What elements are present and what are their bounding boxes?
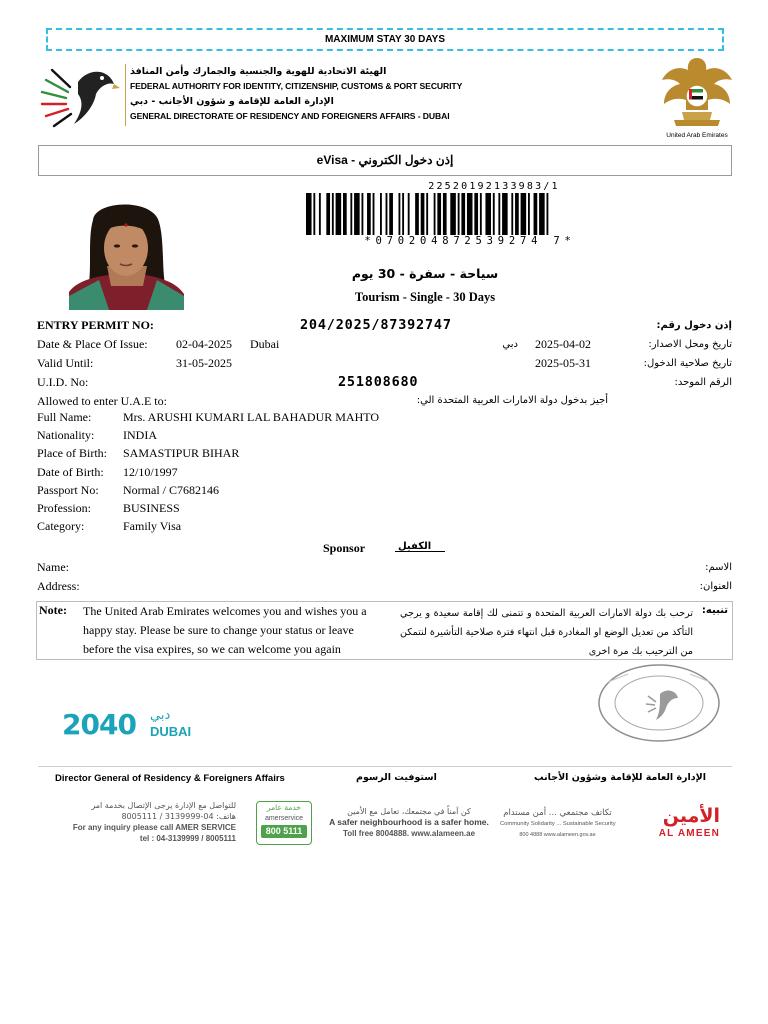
alameen-logo-ar: الأمين (662, 805, 720, 827)
director-general-title: Director General of Residency & Foreigners Affairs (55, 773, 285, 784)
official-stamp-icon (588, 662, 730, 744)
entry-permit-number: 204/2025/87392747 (300, 317, 452, 333)
barcode-bar (498, 193, 500, 235)
barcode-bar (326, 193, 330, 235)
fees-paid-ar: استوفيت الرسوم (356, 772, 437, 783)
barcode-bar (399, 193, 401, 235)
detail-label: Profession: (37, 501, 91, 515)
amer-contact-en: For any inquiry please call AMER SERVICE (72, 823, 236, 832)
barcode-bar (426, 193, 428, 235)
amer-phone-ar: هاتف: 04-3139999 / 8005111 (121, 812, 236, 821)
uid-number: 251808680 (338, 374, 419, 390)
detail-value: Family Visa (123, 519, 182, 533)
barcode-bar (389, 193, 393, 235)
alameen-tollfree: Toll free 8004888. www.alameen.ae (342, 829, 476, 838)
note-label: Note: (39, 603, 67, 617)
sponsor-name-label-ar: الاسم: (705, 562, 732, 573)
barcode-bar (332, 193, 334, 235)
logo-dubai-en: DUBAI (150, 724, 192, 739)
issue-place-ar: دبي (502, 339, 518, 350)
valid-until-date-ar: 2025-05-31 (535, 356, 591, 370)
emblem-label: United Arab Emirates (666, 132, 728, 139)
barcode-bar (415, 193, 419, 235)
detail-label: Place of Birth: (37, 446, 107, 460)
directorate-footer-ar: الإدارة العامة للإقامة وشؤون الأجانب (534, 772, 706, 783)
detail-value: Mrs. ARUSHI KUMARI LAL BAHADUR MAHTO (123, 410, 380, 424)
logo-2040-number: 2040 (62, 708, 136, 741)
note-label-ar: تنبيه: (701, 605, 728, 616)
barcode-bar (380, 193, 382, 235)
community-solidarity-ar: تكاتف مجتمعي ... أمن مستدام (503, 808, 612, 818)
barcode-bar (474, 193, 478, 235)
alameen-tagline-en: A safer neighbourhood is a safer home. (329, 817, 489, 827)
entry-permit-label: ENTRY PERMIT NO: (37, 318, 154, 332)
note-text-ar: ترحب بك دولة الامارات العربية المتحدة و تتمنى لك إقامة سعيدة و يرجي التأكد من تعديل الوضع او المغادرة قبل انتهاء فترة صلاحية التأشيرة لنتمكن من الترحيب بك مرة اخرى (400, 608, 693, 657)
amer-phone-en: tel : 04-3139999 / 8005111 (139, 834, 236, 843)
amer-badge-ar: خدمة عامر (267, 803, 301, 812)
barcode-bar (443, 193, 447, 235)
amer-contact (56, 800, 236, 844)
community-contact: 800 4888 www.alameen.gov.ae (519, 832, 596, 838)
footer-divider (38, 766, 732, 767)
uid-label-ar: الرقم الموحد: (674, 377, 732, 388)
barcode-bar (386, 193, 388, 235)
barcode-bar (408, 193, 410, 235)
directorate-name-ar: الإدارة العامة للإقامة و شؤون الأجانب - دبي (130, 96, 334, 107)
barcode-bar (515, 193, 519, 235)
detail-label: Date of Birth: (37, 465, 104, 479)
barcode-top-number: 22520192133983/1 (428, 181, 560, 192)
amer-service-badge (256, 801, 312, 845)
issue-date: 02-04-2025 (176, 337, 232, 351)
barcode-bar (458, 193, 460, 235)
detail-value: SAMASTIPUR BIHAR (123, 446, 240, 460)
barcode-bar (343, 193, 347, 235)
uid-label: U.I.D. No: (37, 375, 89, 389)
community-solidarity-en: Community Solidarity ... Sustainable Security (500, 821, 616, 827)
barcode-bar (434, 193, 436, 235)
alameen-tagline-ar: كن آمناً في مجتمعك، تعامل مع الأمين (347, 807, 471, 816)
barcode-bar (467, 193, 473, 235)
detail-value: BUSINESS (123, 501, 180, 515)
max-stay-banner: MAXIMUM STAY 30 DAYS (46, 28, 724, 51)
issue-date-ar: 2025-04-02 (535, 337, 591, 351)
authority-name-en: FEDERAL AUTHORITY FOR IDENTITY, CITIZENSHIP, CUSTOMS & PORT SECURITY (130, 81, 463, 91)
sponsor-underline (395, 551, 445, 552)
barcode-bar (319, 193, 321, 235)
alameen-tagline (326, 806, 492, 839)
allowed-label: Allowed to enter U.A.E to: (37, 394, 167, 408)
barcode-bar (539, 193, 545, 235)
authority-name-ar: الهيئة الاتحادية للهوية والجنسية والجمارك وأمن المنافذ (130, 66, 387, 77)
detail-label: Category: (37, 519, 85, 533)
issue-label: Date & Place Of Issue: (37, 337, 148, 351)
barcode-bar (450, 193, 456, 235)
issue-place: Dubai (250, 337, 280, 351)
sponsor-name-label: Name: (37, 560, 69, 574)
barcode-bar (306, 193, 312, 235)
directorate-name-en: GENERAL DIRECTORATE OF RESIDENCY AND FOREIGNERS AFFAIRS - DUBAI (130, 111, 450, 121)
barcode (306, 193, 634, 235)
barcode-bar (350, 193, 352, 235)
visa-type-en: Tourism - Single - 30 Days (354, 290, 496, 304)
sponsor-address-label: Address: (37, 579, 80, 593)
detail-label: Passport No: (37, 483, 99, 497)
barcode-bar (367, 193, 371, 235)
authority-header (125, 64, 463, 126)
valid-until-label: Valid Until: (37, 356, 94, 370)
valid-until-date: 31-05-2025 (176, 356, 232, 370)
barcode-bar (354, 193, 360, 235)
community-solidarity (500, 808, 615, 841)
uae-emblem-icon (660, 54, 734, 130)
entry-permit-label-ar: إذن دخول رقم: (656, 320, 732, 331)
issue-label-ar: تاريخ ومحل الاصدار: (648, 339, 732, 350)
barcode-bar (502, 193, 508, 235)
evisa-title: eVisa - إذن دخول الكتروني (38, 145, 732, 176)
detail-value: INDIA (123, 428, 157, 442)
barcode-bar (493, 193, 495, 235)
barcode-bar (421, 193, 425, 235)
valid-until-label-ar: تاريخ صلاحية الدخول: (643, 358, 732, 369)
barcode-bar (336, 193, 342, 235)
alameen-logo (628, 804, 720, 844)
sponsor-label-ar: الكفيل (398, 541, 432, 552)
amer-badge-name: amerservice (264, 815, 304, 822)
applicant-photo (69, 196, 184, 310)
detail-label: Nationality: (37, 428, 95, 442)
detail-value: 12/10/1997 (123, 465, 178, 479)
barcode-bar (485, 193, 491, 235)
barcode-bottom-number: *070204872539274 7* (364, 235, 576, 247)
barcode-bar (362, 193, 364, 235)
alameen-logo-en: AL AMEEN (658, 828, 720, 839)
barcode-bar (437, 193, 441, 235)
allowed-label-ar: أجيز بدخول دولة الامارات العربية المتحدة الي: (416, 395, 608, 406)
barcode-bar (480, 193, 482, 235)
barcode-bar (528, 193, 530, 235)
barcode-bar (534, 193, 538, 235)
dubai-2040-logo (62, 708, 197, 744)
barcode-bar (373, 193, 375, 235)
falcon-logo-icon (38, 62, 120, 132)
detail-value: Normal / C7682146 (123, 483, 219, 497)
sponsor-address-label-ar: العنوان: (699, 581, 732, 592)
visa-type-ar: سياحة - سفرة - 30 يوم (351, 266, 499, 281)
amer-badge-number: 800 5111 (261, 825, 307, 838)
barcode-bar (461, 193, 465, 235)
barcode-bar (313, 193, 315, 235)
barcode-bar (511, 193, 513, 235)
barcode-bar (521, 193, 527, 235)
note-text: The United Arab Emirates welcomes you and wishes you a happy stay. Please be sure to change your status or leave before the visa expires, so we can welcome you again (83, 604, 367, 656)
barcode-bar (402, 193, 404, 235)
detail-label: Full Name: (37, 410, 92, 424)
logo-dubai-ar: دبي (150, 708, 171, 723)
barcode-bar (547, 193, 549, 235)
amer-contact-ar: للتواصل مع الإدارة يرجى الإتصال بخدمة امر (91, 801, 236, 810)
sponsor-label: Sponsor (323, 541, 366, 555)
